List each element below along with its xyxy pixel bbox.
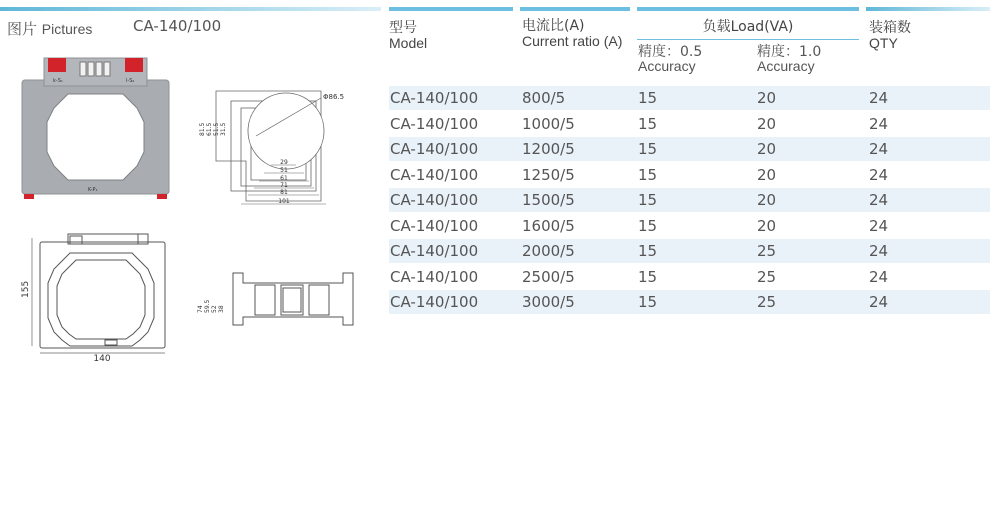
header-acc05-en: Accuracy xyxy=(638,58,696,74)
cell-qty: 24 xyxy=(869,140,889,158)
cell-model: CA-140/100 xyxy=(390,115,479,133)
height-dim-1: 81.5 xyxy=(199,122,206,136)
cell-ratio: 3000/5 xyxy=(522,293,575,311)
cell-qty: 24 xyxy=(869,217,889,235)
product-photo xyxy=(18,50,173,200)
cell-acc10: 25 xyxy=(757,242,777,260)
front-width-dim: 140 xyxy=(93,354,111,363)
end-view-drawing xyxy=(193,265,358,335)
header-model-cn: 型号 xyxy=(389,20,417,36)
width-dim-2: 51 xyxy=(280,167,288,174)
header-accuracy-05 xyxy=(638,45,702,73)
end-dim-2: 59.5 xyxy=(204,299,211,313)
header-qty-en: QTY xyxy=(869,35,898,51)
table-row xyxy=(389,188,990,212)
cell-acc10: 20 xyxy=(757,89,777,107)
pictures-heading xyxy=(7,18,92,39)
table-row xyxy=(389,137,990,161)
cell-acc05: 15 xyxy=(638,293,658,311)
cell-qty: 24 xyxy=(869,293,889,311)
header-load: 负载Load(VA) xyxy=(702,19,794,35)
pictures-label-en: Pictures xyxy=(41,21,93,37)
table-row xyxy=(389,239,990,263)
cell-acc05: 15 xyxy=(638,217,658,235)
cell-qty: 24 xyxy=(869,268,889,286)
header-model xyxy=(389,21,427,51)
cell-acc05: 15 xyxy=(638,268,658,286)
label-ls2: l-S₂ xyxy=(126,78,135,84)
header-qty-cn: 装箱数 xyxy=(869,20,911,36)
cell-ratio: 1000/5 xyxy=(522,115,575,133)
load-header-bar xyxy=(637,7,859,11)
table-row xyxy=(389,112,990,136)
width-dim-1: 29 xyxy=(280,159,288,166)
cell-qty: 24 xyxy=(869,191,889,209)
cell-acc10: 25 xyxy=(757,293,777,311)
header-acc10-cn: 精度：1.0 xyxy=(757,44,822,60)
cell-ratio: 1600/5 xyxy=(522,217,575,235)
cell-qty: 24 xyxy=(869,242,889,260)
cell-qty: 24 xyxy=(869,166,889,184)
table-row xyxy=(389,86,990,110)
cell-acc05: 15 xyxy=(638,242,658,260)
table-row xyxy=(389,290,990,314)
header-ratio xyxy=(522,19,622,49)
cell-acc05: 15 xyxy=(638,166,658,184)
end-dim-3: 52 xyxy=(211,305,218,313)
cell-acc05: 15 xyxy=(638,115,658,133)
front-height-dim: 155 xyxy=(21,280,31,298)
pictures-header-bar xyxy=(0,7,381,11)
header-ratio-en: Current ratio (A) xyxy=(522,33,623,49)
height-dim-2: 61.5 xyxy=(206,122,213,136)
header-acc10-en: Accuracy xyxy=(757,58,815,74)
cell-acc10: 20 xyxy=(757,166,777,184)
height-dim-3: 51.5 xyxy=(213,122,220,136)
end-dim-4: 38 xyxy=(218,305,225,313)
cell-model: CA-140/100 xyxy=(390,89,479,107)
table-row xyxy=(389,214,990,238)
label-kp1: K-P₁ xyxy=(88,187,98,193)
cell-ratio: 2500/5 xyxy=(522,268,575,286)
cell-acc10: 25 xyxy=(757,268,777,286)
width-dim-5: 81 xyxy=(280,189,288,196)
end-dim-1: 74 xyxy=(197,305,204,313)
cell-ratio: 1200/5 xyxy=(522,140,575,158)
header-ratio-cn: 电流比(A) xyxy=(522,18,585,34)
cell-model: CA-140/100 xyxy=(390,242,479,260)
cell-acc10: 20 xyxy=(757,140,777,158)
table-row xyxy=(389,163,990,187)
cell-acc05: 15 xyxy=(638,140,658,158)
cell-acc10: 20 xyxy=(757,217,777,235)
cell-acc10: 20 xyxy=(757,191,777,209)
cell-model: CA-140/100 xyxy=(390,268,479,286)
qty-header-bar xyxy=(866,7,990,11)
cell-ratio: 1250/5 xyxy=(522,166,575,184)
cell-ratio: 2000/5 xyxy=(522,242,575,260)
cell-model: CA-140/100 xyxy=(390,166,479,184)
header-accuracy-10 xyxy=(757,45,821,73)
header-qty xyxy=(869,21,911,51)
cell-model: CA-140/100 xyxy=(390,293,479,311)
terminal-left xyxy=(48,58,66,72)
width-dim-3: 61 xyxy=(280,175,288,182)
cell-qty: 24 xyxy=(869,89,889,107)
side-dimension-drawing xyxy=(196,86,361,211)
cell-model: CA-140/100 xyxy=(390,140,479,158)
header-model-en: Model xyxy=(389,35,428,51)
terminal-right xyxy=(125,58,143,72)
label-ks1: k-S₁ xyxy=(53,78,63,84)
pictures-label-cn: 图片 xyxy=(7,20,38,38)
diameter-dim: Φ86.5 xyxy=(323,93,345,101)
cell-qty: 24 xyxy=(869,115,889,133)
cell-ratio: 1500/5 xyxy=(522,191,575,209)
cell-ratio: 800/5 xyxy=(522,89,566,107)
model-header-bar xyxy=(389,7,513,11)
width-dim-6: 101 xyxy=(278,198,290,205)
load-divider xyxy=(637,39,859,40)
front-outline-drawing xyxy=(20,228,170,363)
cell-acc05: 15 xyxy=(638,89,658,107)
cell-acc05: 15 xyxy=(638,191,658,209)
pictures-model-name: CA-140/100 xyxy=(133,17,222,35)
header-acc05-cn: 精度：0.5 xyxy=(638,44,703,60)
cell-model: CA-140/100 xyxy=(390,217,479,235)
table-row xyxy=(389,265,990,289)
ratio-header-bar xyxy=(520,7,630,11)
cell-model: CA-140/100 xyxy=(390,191,479,209)
width-dim-4: 71 xyxy=(280,182,288,189)
cell-acc10: 20 xyxy=(757,115,777,133)
height-dim-4: 31.5 xyxy=(220,122,227,136)
